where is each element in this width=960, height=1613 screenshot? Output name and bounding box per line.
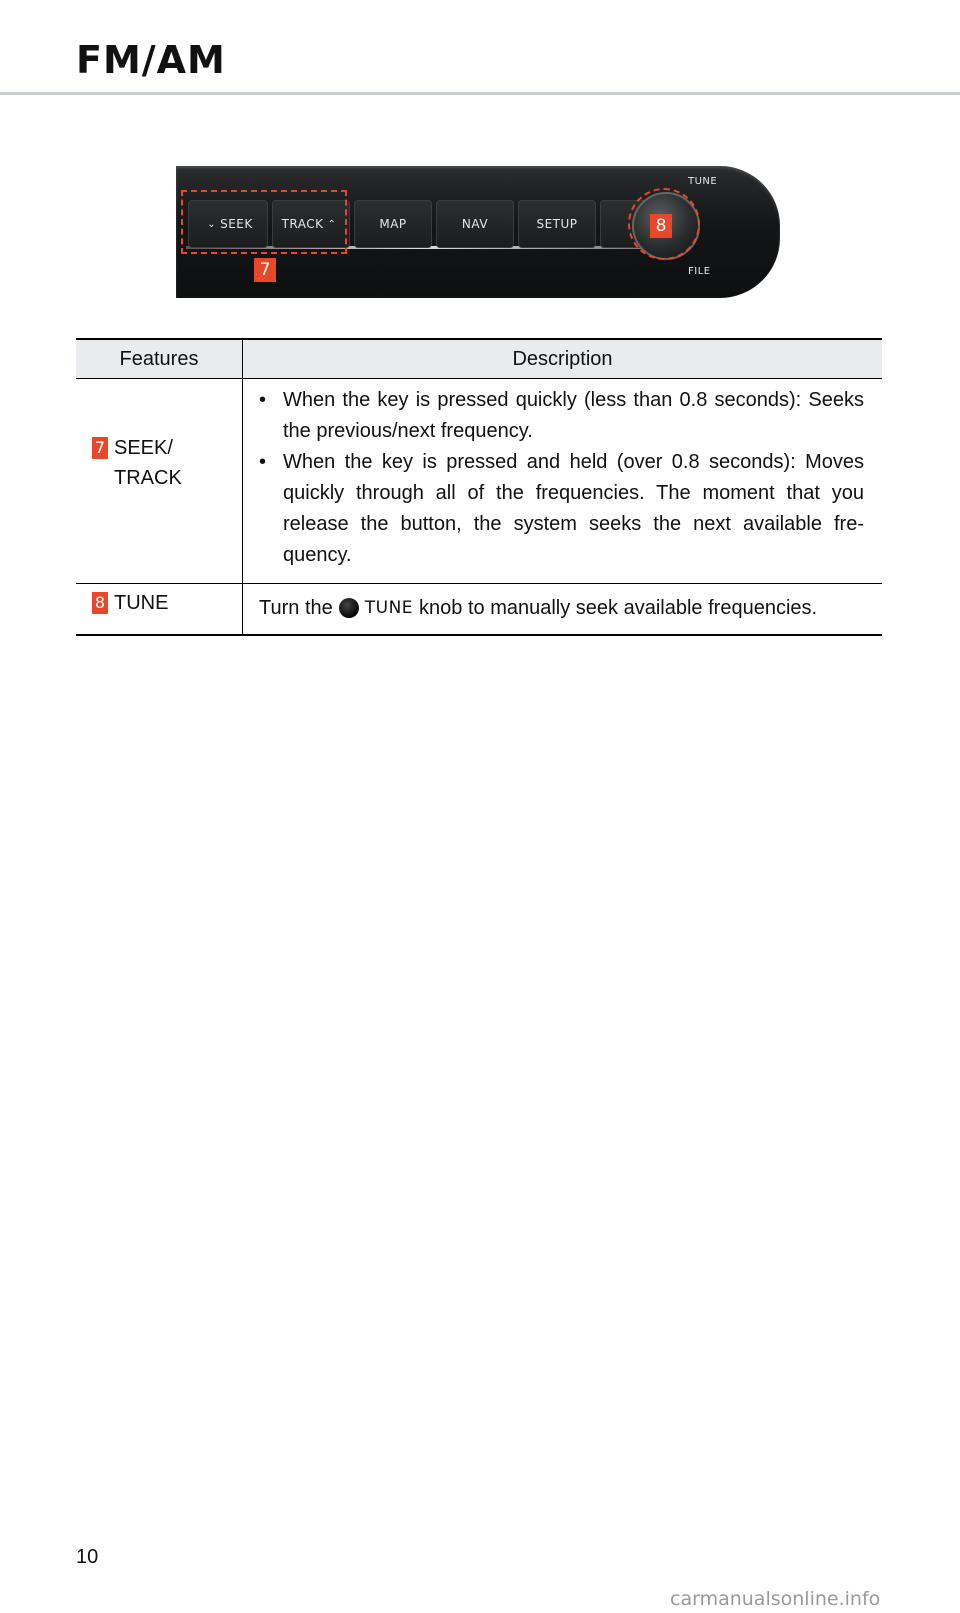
page-title: FM/AM <box>76 38 226 82</box>
description-header: Description <box>243 339 883 379</box>
title-divider <box>0 92 960 95</box>
list-item <box>257 385 864 447</box>
table-row <box>76 379 882 584</box>
knob-icon <box>339 598 359 618</box>
setup-button-label: SETUP <box>536 217 578 231</box>
description-list <box>243 379 882 583</box>
description-cell <box>243 379 883 584</box>
table-row <box>76 584 882 636</box>
feature-badge-7: 7 <box>92 437 108 459</box>
list-item <box>257 447 864 571</box>
feature-name-tune: TUNE <box>114 592 169 614</box>
feature-cell <box>76 584 243 636</box>
chevron-up-icon: ⌃ <box>327 218 337 230</box>
seek-button-label: SEEK <box>220 217 253 231</box>
page-number: 10 <box>76 1546 99 1568</box>
tune-description <box>243 584 882 634</box>
callout-badge-8: 8 <box>650 214 672 238</box>
bullet-icon: • <box>259 451 267 473</box>
feature-name-seek-track: SEEK/ TRACK <box>114 437 182 489</box>
watermark-text: carmanualsonline.info <box>670 1588 881 1610</box>
chevron-down-icon: ⌄ <box>207 218 217 230</box>
head-unit-panel-illustration <box>176 166 780 298</box>
bullet-icon: • <box>259 389 267 411</box>
knob-tune-label: TUNE <box>688 176 718 187</box>
nav-button[interactable] <box>436 200 514 248</box>
desc-knob-label: TUNE <box>364 598 414 618</box>
feature-badge-8: 8 <box>92 592 108 614</box>
seek-track-highlight-box <box>181 190 347 254</box>
bullet-text: When the key is pressed and held (over 0.8 seconds): Moves quickly through all of the frequencies. The moment that you release the button, the system seeks the next available fre-quency. <box>283 451 864 566</box>
feature-cell <box>76 379 243 584</box>
nav-button-label: NAV <box>461 217 489 231</box>
map-button[interactable] <box>354 200 432 248</box>
table-header-row <box>76 339 882 379</box>
desc-text-before: Turn the <box>259 597 333 619</box>
desc-text-after: knob to manually seek available frequencies. <box>419 597 818 619</box>
callout-badge-7: 7 <box>254 258 276 282</box>
bullet-text: When the key is pressed quickly (less than 0.8 seconds): Seeks the previous/next frequency. <box>283 389 864 442</box>
knob-file-label: FILE <box>688 266 711 277</box>
track-button-label: TRACK <box>281 217 324 231</box>
map-button-label: MAP <box>379 217 407 231</box>
description-cell <box>243 584 883 636</box>
features-table <box>76 338 882 636</box>
setup-button[interactable] <box>518 200 596 248</box>
features-header: Features <box>76 339 243 379</box>
